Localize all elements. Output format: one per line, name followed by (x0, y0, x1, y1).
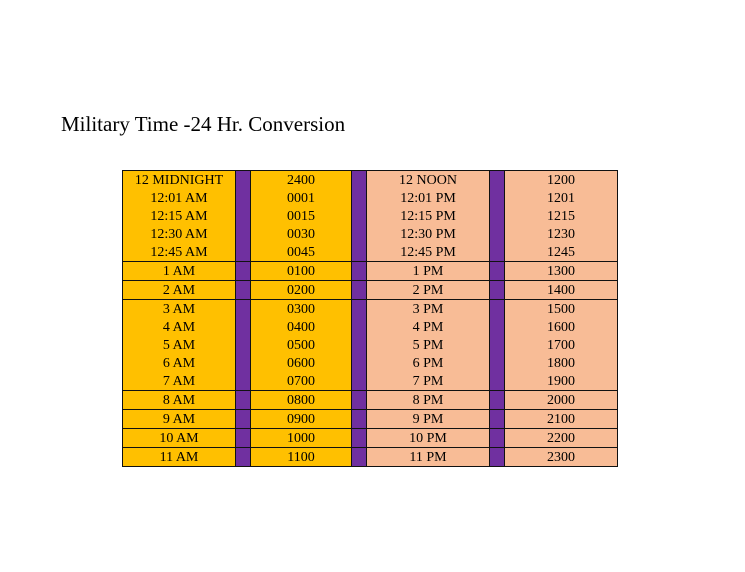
pm-time-cell: 9 PM (367, 410, 490, 429)
divider-cell (490, 207, 505, 225)
am-military-cell: 2400 (251, 171, 352, 190)
divider-cell (352, 189, 367, 207)
am-military-cell: 1100 (251, 448, 352, 467)
pm-time-cell: 7 PM (367, 372, 490, 391)
pm-time-cell: 12:15 PM (367, 207, 490, 225)
divider-cell (490, 429, 505, 448)
table-row (123, 410, 618, 429)
divider-cell (236, 391, 251, 410)
pm-military-cell: 2000 (505, 391, 618, 410)
pm-time-cell: 8 PM (367, 391, 490, 410)
am-military-cell: 0030 (251, 225, 352, 243)
divider-cell (490, 262, 505, 281)
am-military-cell: 0100 (251, 262, 352, 281)
table-row (123, 207, 618, 225)
am-military-cell: 0001 (251, 189, 352, 207)
pm-time-cell: 12:45 PM (367, 243, 490, 262)
am-military-cell: 0400 (251, 318, 352, 336)
pm-military-cell: 1300 (505, 262, 618, 281)
am-time-cell: 12 MIDNIGHT (123, 171, 236, 190)
divider-cell (490, 391, 505, 410)
document-title: Military Time -24 Hr. Conversion (61, 112, 346, 136)
table-row (123, 300, 618, 319)
am-military-cell: 0045 (251, 243, 352, 262)
conversion-table (122, 170, 618, 467)
divider-cell (352, 225, 367, 243)
divider-cell (490, 225, 505, 243)
divider-cell (236, 300, 251, 319)
pm-military-cell: 1600 (505, 318, 618, 336)
pm-military-cell: 1800 (505, 354, 618, 372)
pm-military-cell: 1700 (505, 336, 618, 354)
divider-cell (352, 281, 367, 300)
table-row (123, 189, 618, 207)
divider-cell (236, 243, 251, 262)
am-military-cell: 0500 (251, 336, 352, 354)
pm-time-cell: 4 PM (367, 318, 490, 336)
am-military-cell: 0700 (251, 372, 352, 391)
am-time-cell: 2 AM (123, 281, 236, 300)
table-row (123, 354, 618, 372)
am-military-cell: 0300 (251, 300, 352, 319)
am-time-cell: 3 AM (123, 300, 236, 319)
pm-time-cell: 6 PM (367, 354, 490, 372)
divider-cell (490, 354, 505, 372)
am-military-cell: 0015 (251, 207, 352, 225)
divider-cell (352, 354, 367, 372)
divider-cell (490, 410, 505, 429)
am-time-cell: 1 AM (123, 262, 236, 281)
divider-cell (490, 281, 505, 300)
divider-cell (236, 171, 251, 190)
pm-military-cell: 2100 (505, 410, 618, 429)
divider-cell (352, 262, 367, 281)
am-military-cell: 0200 (251, 281, 352, 300)
pm-time-cell: 12:30 PM (367, 225, 490, 243)
divider-cell (352, 410, 367, 429)
am-time-cell: 9 AM (123, 410, 236, 429)
am-military-cell: 1000 (251, 429, 352, 448)
am-time-cell: 6 AM (123, 354, 236, 372)
table-row (123, 372, 618, 391)
divider-cell (352, 391, 367, 410)
table-row (123, 262, 618, 281)
divider-cell (236, 318, 251, 336)
table-row (123, 318, 618, 336)
am-military-cell: 0800 (251, 391, 352, 410)
divider-cell (490, 318, 505, 336)
divider-cell (236, 262, 251, 281)
pm-time-cell: 2 PM (367, 281, 490, 300)
pm-time-cell: 12:01 PM (367, 189, 490, 207)
table-row (123, 171, 618, 190)
divider-cell (236, 336, 251, 354)
pm-military-cell: 1200 (505, 171, 618, 190)
divider-cell (490, 336, 505, 354)
divider-cell (490, 171, 505, 190)
divider-cell (236, 354, 251, 372)
divider-cell (490, 372, 505, 391)
divider-cell (352, 429, 367, 448)
divider-cell (236, 207, 251, 225)
am-time-cell: 11 AM (123, 448, 236, 467)
table-row (123, 448, 618, 467)
divider-cell (352, 336, 367, 354)
am-time-cell: 4 AM (123, 318, 236, 336)
am-time-cell: 12:01 AM (123, 189, 236, 207)
pm-military-cell: 1215 (505, 207, 618, 225)
divider-cell (352, 448, 367, 467)
pm-time-cell: 1 PM (367, 262, 490, 281)
table-row (123, 336, 618, 354)
am-time-cell: 5 AM (123, 336, 236, 354)
table-row (123, 243, 618, 262)
am-military-cell: 0600 (251, 354, 352, 372)
table-row (123, 391, 618, 410)
pm-military-cell: 2300 (505, 448, 618, 467)
am-time-cell: 7 AM (123, 372, 236, 391)
divider-cell (236, 225, 251, 243)
table-row (123, 429, 618, 448)
divider-cell (490, 300, 505, 319)
am-time-cell: 12:30 AM (123, 225, 236, 243)
pm-time-cell: 10 PM (367, 429, 490, 448)
am-time-cell: 10 AM (123, 429, 236, 448)
divider-cell (236, 372, 251, 391)
pm-time-cell: 11 PM (367, 448, 490, 467)
divider-cell (236, 448, 251, 467)
am-military-cell: 0900 (251, 410, 352, 429)
pm-military-cell: 2200 (505, 429, 618, 448)
divider-cell (236, 281, 251, 300)
am-time-cell: 12:15 AM (123, 207, 236, 225)
divider-cell (490, 243, 505, 262)
divider-cell (352, 300, 367, 319)
divider-cell (352, 243, 367, 262)
divider-cell (490, 189, 505, 207)
am-time-cell: 8 AM (123, 391, 236, 410)
pm-military-cell: 1245 (505, 243, 618, 262)
divider-cell (352, 171, 367, 190)
am-time-cell: 12:45 AM (123, 243, 236, 262)
divider-cell (236, 410, 251, 429)
pm-military-cell: 1900 (505, 372, 618, 391)
divider-cell (352, 318, 367, 336)
divider-cell (490, 448, 505, 467)
table-row (123, 225, 618, 243)
divider-cell (352, 207, 367, 225)
pm-time-cell: 3 PM (367, 300, 490, 319)
pm-military-cell: 1400 (505, 281, 618, 300)
divider-cell (352, 372, 367, 391)
pm-military-cell: 1500 (505, 300, 618, 319)
divider-cell (236, 429, 251, 448)
conversion-table-body (123, 171, 618, 467)
table-row (123, 281, 618, 300)
pm-time-cell: 5 PM (367, 336, 490, 354)
pm-military-cell: 1201 (505, 189, 618, 207)
pm-military-cell: 1230 (505, 225, 618, 243)
pm-time-cell: 12 NOON (367, 171, 490, 190)
divider-cell (236, 189, 251, 207)
